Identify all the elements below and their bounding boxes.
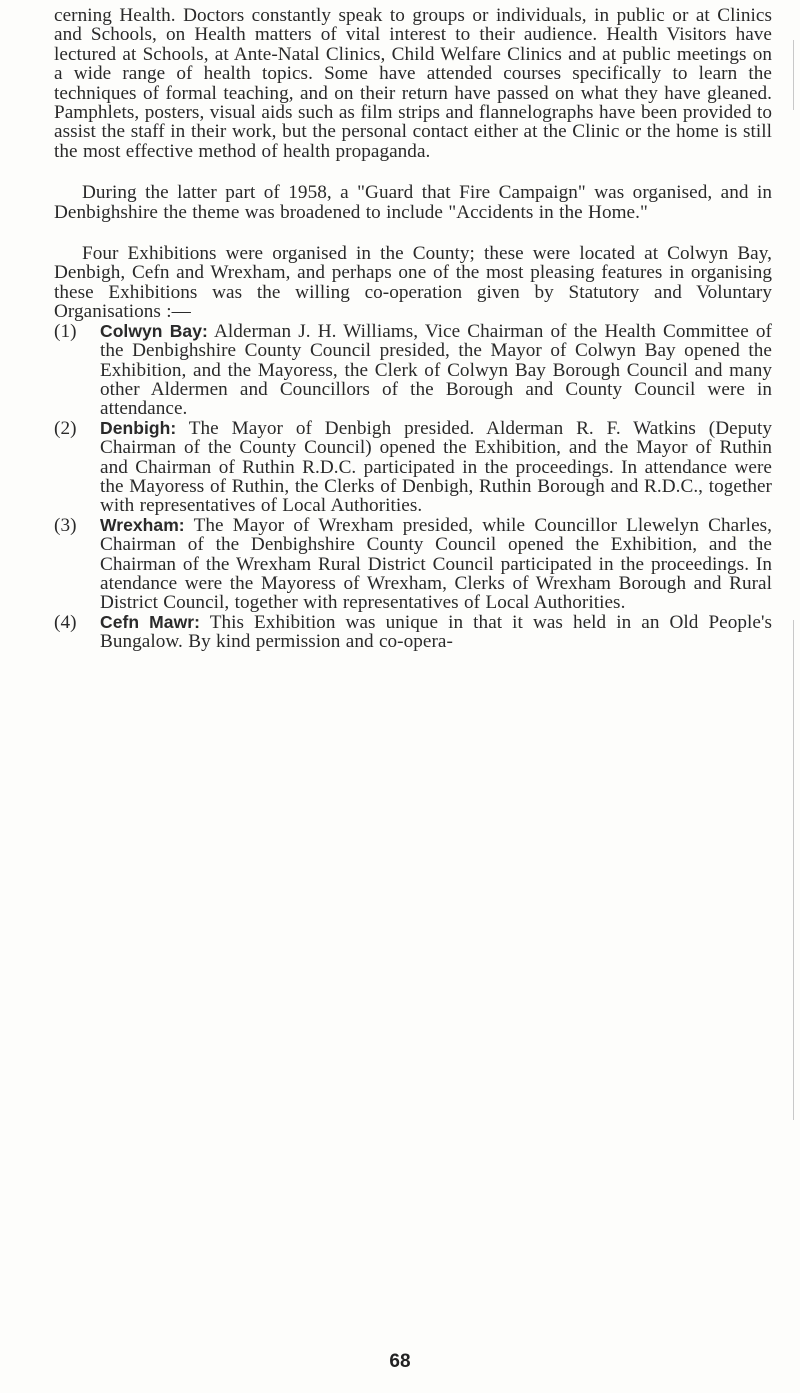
list-item-heading: Colwyn Bay:	[100, 320, 208, 341]
list-item-number: (1)	[54, 320, 77, 342]
list-item-heading: Cefn Mawr:	[100, 611, 200, 632]
list-item-number: (2)	[54, 417, 77, 439]
list-item-number: (3)	[54, 514, 77, 536]
list-item-text: The Mayor of Denbigh presided. Alderman R. F. Watkins (Deputy Chairman of the County Council) opened the Exhibition, and the Mayor of Ruthin and Chairman of Ruthin R.D.C. participated in the proceedings. In attendance were the Mayoress of Ruthin, the Clerks of Denbigh, Ruthin Borough and R.D.C., together with representatives of Local Authorities.	[100, 417, 773, 517]
list-item-text: The Mayor of Wrexham presided, while Councillor Llewelyn Charles, Chairman of the Denbighshire County Council opened the Exhibition, and the Chairman of the Wrexham Rural District Council participated in the proceedings. In atendance were the Mayoress of Wrexham, Clerks of Wrexham Borough and Rural District Council, together with representatives of Local Authorities.	[100, 514, 772, 614]
body-text	[54, 6, 772, 652]
list-item-denbigh	[54, 419, 772, 516]
scan-edge-shadow	[793, 620, 794, 1120]
page-number: 68	[389, 1351, 411, 1372]
list-item-text: Alderman J. H. Williams, Vice Chairman of the Health Committee of the Denbighshire County Council presided, the Mayor of Colwyn Bay opened the Exhibition, and the Mayoress, the Clerk of Colwyn Bay Borough Council and many other Aldermen and Councillors of the Borough and County Council were in attendance.	[100, 320, 772, 420]
list-item-wrexham	[54, 516, 772, 613]
list-item-heading: Denbigh:	[100, 417, 177, 438]
scan-edge-shadow	[793, 40, 794, 110]
paragraph-exhibitions: Four Exhibitions were organised in the County; these were located at Colwyn Bay, Denbigh, Cefn and Wrexham, and perhaps one of the most pleasing features in organising these Exhibitions was the willing co-operation given by Statutory and Voluntary Organisations :—	[54, 243, 772, 323]
list-item-text: This Exhibition was unique in that it was held in an Old People's Bungalow. By kind permission and co-opera-	[100, 611, 773, 653]
list-item-heading: Wrexham:	[100, 514, 185, 535]
paragraph-campaign: During the latter part of 1958, a "Guard that Fire Campaign" was organised, and in Denbighshire the theme was broadened to include "Accidents in the Home."	[54, 182, 772, 223]
list-item-cefn-mawr	[54, 613, 772, 652]
list-item-number: (4)	[54, 611, 77, 633]
list-item-colwyn-bay	[54, 322, 772, 419]
paragraph-health-propaganda: cerning Health. Doctors constantly speak to groups or individuals, in public or at Clinics and Schools, on Health matters of vital interest to their audience. Health Visitors have lectured at Schools, at Ante-Natal Clinics, Child Welfare Clinics and at public meetings on a wide range of health topics. Some have attended courses specifically to learn the techniques of formal teaching, and on their return have passed on what they have gleaned. Pamphlets, posters, visual aids such as film strips and flannelographs have been provided to assist the staff in their work, but the personal contact either at the Clinic or the home is still the most effective method of health propaganda.	[54, 5, 772, 162]
